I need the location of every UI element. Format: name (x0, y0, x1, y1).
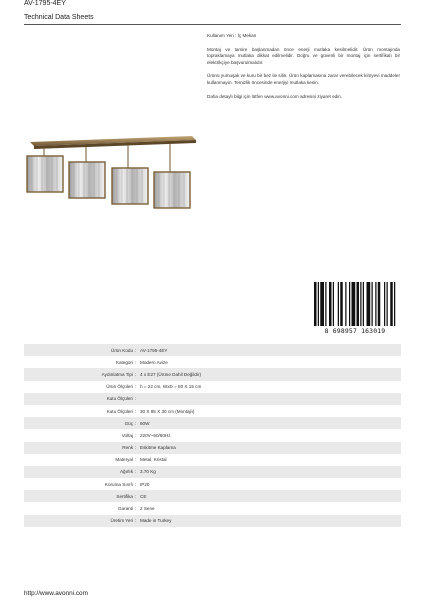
spec-label: Sertifika (116, 493, 133, 499)
spec-value: h = 22 cm, WxD = 80 X 15 cm (140, 384, 202, 390)
spec-row (24, 454, 401, 466)
spec-colon: : (135, 493, 137, 499)
spec-colon: : (135, 432, 137, 438)
spec-row (24, 344, 401, 356)
spec-value: Eskitme Kaplama (140, 445, 176, 451)
spec-colon: : (135, 371, 137, 377)
spec-label: Kutu Ölçüleri (106, 408, 133, 414)
spec-value: 4 x E27 (Ürüne Dahil Değildir) (140, 371, 202, 377)
spec-row (24, 429, 401, 441)
product-image (24, 134, 200, 222)
spec-colon: : (135, 347, 137, 353)
spec-colon: : (135, 469, 137, 475)
spec-value: 220V~50/60Hz (140, 432, 171, 438)
spec-label: Koruma Sınıfı (104, 481, 133, 487)
spec-row (24, 502, 401, 514)
spec-row (24, 417, 401, 429)
spec-value: Made in Turkey (140, 518, 172, 524)
spec-row (24, 405, 401, 417)
footer-url: http://www.avonni.com (24, 590, 88, 597)
spec-colon: : (135, 408, 137, 414)
product-code-heading: AV-1795-4EY (24, 0, 66, 7)
spec-label: Ürün Kodu (111, 347, 133, 353)
spec-row (24, 466, 401, 478)
spec-value: 30 X 85 X 30 cm (Montajlı) (140, 408, 195, 414)
spec-table (24, 344, 401, 527)
spec-row (24, 478, 401, 490)
spec-colon: : (135, 518, 137, 524)
spec-value: IP20 (140, 481, 150, 487)
spec-row (24, 356, 401, 368)
spec-colon: : (135, 359, 137, 365)
spec-value: 2 Sene (140, 506, 155, 512)
spec-colon: : (135, 396, 137, 402)
spec-label: Güç (124, 420, 133, 426)
spec-label: Aydınlatma Tipi (101, 371, 133, 377)
spec-row (24, 442, 401, 454)
spec-row (24, 515, 401, 527)
spec-row (24, 381, 401, 393)
spec-value: Modern Avize (140, 359, 168, 365)
spec-colon: : (135, 506, 137, 512)
spec-label: Renk (122, 445, 133, 451)
barcode (310, 282, 400, 336)
spec-colon: : (135, 420, 137, 426)
spec-colon: : (135, 384, 137, 390)
spec-colon: : (135, 445, 137, 451)
spec-value: 60W (140, 420, 150, 426)
spec-row (24, 490, 401, 502)
spec-label: Üretim Yeri (110, 518, 133, 524)
more-info-paragraph: Daha detaylı bilgi için lütfen www.avonni.com adresini ziyaret edin. (207, 93, 343, 99)
spec-label: Ağırlık (119, 469, 133, 475)
spec-label: Materyal (115, 457, 133, 463)
header-divider (24, 24, 401, 25)
usage-info-block (207, 33, 400, 107)
cleaning-paragraph: Ürünü yumuşak ve kuru bir bez ile silin. Ürün kaplamasına zarar verebilecek kimyevi maddeler kullanmayın. Temizlik öncesinde enerjiyi mutlaka kesin. (207, 73, 400, 85)
spec-label: Ürün Ölçüleri (106, 384, 133, 390)
spec-label: Voltaj (121, 432, 133, 438)
usage-location-text: Kullanım Yeri : İç Mekan (207, 33, 257, 38)
document-title: Technical Data Sheets (24, 14, 94, 21)
spec-label: Kutu Ölçüleri (106, 396, 133, 402)
spec-value: AV-1795-4EY (140, 347, 168, 353)
spec-label: Garanti (117, 506, 133, 512)
spec-value: 3.70 Kg (140, 469, 156, 475)
spec-label: Kategori (115, 359, 133, 365)
spec-row (24, 393, 401, 405)
spec-colon: : (135, 457, 137, 463)
barcode-number: 8 698957 163019 (310, 327, 400, 335)
spec-value: Metal, Kristal (140, 457, 167, 463)
spec-row (24, 368, 401, 380)
spec-colon: : (135, 481, 137, 487)
safety-paragraph: Montaj ve tamire başlanmadan önce enerji mutlaka kesilmelidir. Ürün montajında topraklamaya mutlaka dikkat edilmelidir. Doğru ve güvenli bir montaj için sertifikalı bir elektrikçiye başvurulmalıdır. (207, 46, 400, 65)
spec-value: CE (140, 493, 147, 499)
